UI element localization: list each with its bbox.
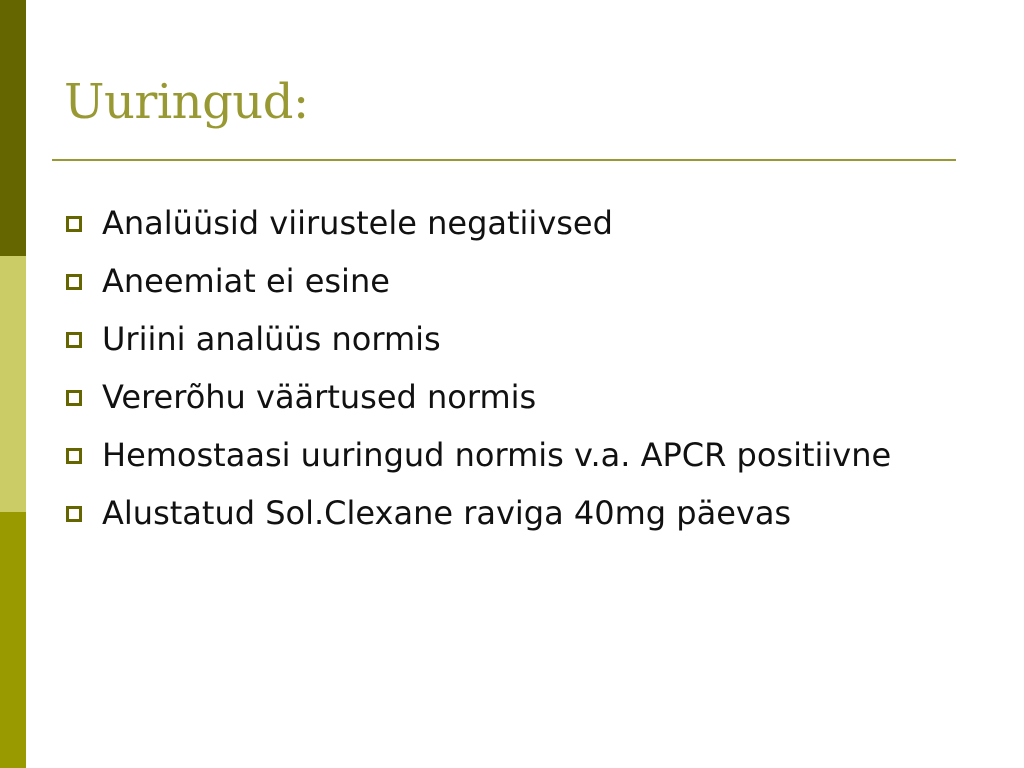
- bullet-list: [62, 204, 992, 552]
- sidebar-stripe-olive: [0, 512, 26, 768]
- bullet-text: Uriini analüüs normis: [102, 320, 441, 358]
- hollow-square-icon: [66, 332, 82, 348]
- bullet-text: Hemostaasi uuringud normis v.a. APCR positiivne: [102, 436, 892, 474]
- hollow-square-icon: [66, 448, 82, 464]
- hollow-square-icon: [66, 274, 82, 290]
- hollow-square-icon: [66, 506, 82, 522]
- bullet-item: [62, 204, 992, 242]
- sidebar-stripe-light: [0, 256, 26, 512]
- bullet-text: Aneemiat ei esine: [102, 262, 390, 300]
- bullet-item: [62, 436, 992, 474]
- bullet-text: Vererõhu väärtused normis: [102, 378, 537, 416]
- bullet-text: Alustatud Sol.Clexane raviga 40mg päevas: [102, 494, 792, 532]
- sidebar-stripe-dark: [0, 0, 26, 256]
- title-divider: [52, 159, 956, 161]
- bullet-item: [62, 320, 992, 358]
- bullet-text: Analüüsid viirustele negatiivsed: [102, 204, 613, 242]
- hollow-square-icon: [66, 390, 82, 406]
- bullet-item: [62, 378, 992, 416]
- hollow-square-icon: [66, 216, 82, 232]
- bullet-item: [62, 494, 992, 532]
- bullet-item: [62, 262, 992, 300]
- slide-title: Uuringud:: [64, 74, 309, 130]
